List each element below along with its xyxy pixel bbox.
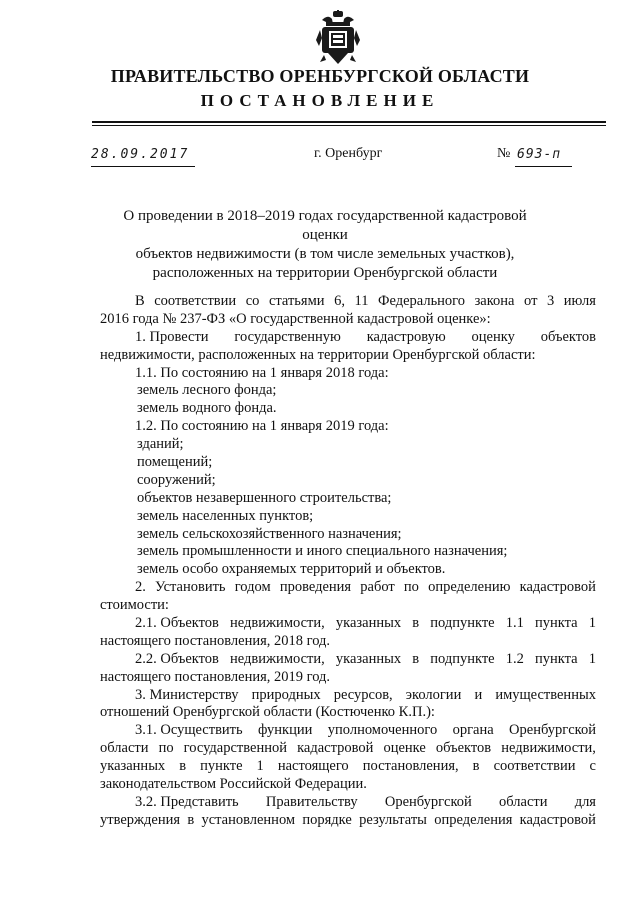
paragraph-3-1-line <box>100 722 596 740</box>
word: объектов <box>540 328 596 345</box>
number-value: 693-п <box>517 147 562 162</box>
list-item: объектов незавершенного строительства; <box>137 489 392 506</box>
paragraph-3-1-line <box>100 740 596 758</box>
word: пункте <box>200 758 243 775</box>
paragraph-2-2-line: настоящего постановления, 2019 год. <box>100 668 331 685</box>
header-rule-thin <box>92 125 606 126</box>
list-item: земель сельскохозяйственного назначения; <box>137 525 402 542</box>
word: 1 <box>256 758 264 775</box>
word: июля <box>563 293 596 309</box>
word: установленном <box>201 811 296 828</box>
header-rule-thick <box>92 121 606 123</box>
word: со <box>245 293 260 309</box>
paragraph-3-1-line <box>100 758 596 776</box>
word: экологии <box>405 686 462 703</box>
paragraph-3-line <box>100 687 596 705</box>
word: от <box>524 293 538 309</box>
subject-line: расположенных на территории Оренбургской области <box>152 265 498 281</box>
word: 1. Провести <box>135 328 209 345</box>
word: в <box>187 811 195 828</box>
word: уполномоченного <box>327 722 438 739</box>
list-item: земель промышленности и иного специального назначения; <box>137 543 508 560</box>
document-type: ПОСТАНОВЛЕНИЕ <box>200 91 440 110</box>
paragraph-1-2: 1.2. По состоянию на 1 января 2019 года: <box>135 418 389 435</box>
number-label: № <box>497 146 511 161</box>
word: постановления, <box>362 758 459 775</box>
word: 2.2. Объектов <box>135 650 219 667</box>
word: работ <box>360 579 395 596</box>
word: с <box>589 758 596 775</box>
word: подпункте <box>430 650 495 667</box>
word: 1 <box>588 650 596 667</box>
org-title: ПРАВИТЕЛЬСТВО ОРЕНБУРГСКОЙ ОБЛАСТИ <box>110 66 530 86</box>
paragraph-2-line: стоимости: <box>100 597 169 614</box>
word: 2. <box>135 579 146 596</box>
list-item: зданий; <box>137 436 184 453</box>
word: недвижимости, <box>230 650 325 667</box>
paragraph-2-2-line <box>100 651 596 669</box>
word: соответствии <box>154 293 237 309</box>
word: в <box>412 650 420 667</box>
coat-of-arms-icon <box>316 10 360 66</box>
paragraph-1-line <box>100 329 596 347</box>
paragraph-3-1-line: законодательством Российской Федерации. <box>100 776 367 793</box>
word: указанных <box>100 758 166 775</box>
word: 3 <box>547 293 555 309</box>
word: кадастровой <box>519 811 596 828</box>
word: для <box>574 793 596 810</box>
subject-line: О проведении в 2018–2019 годах государственной кадастровой оценки <box>123 208 527 243</box>
paragraph-2-1-line <box>100 615 596 633</box>
word: Правительству <box>265 793 358 810</box>
list-item: земель водного фонда. <box>137 400 277 417</box>
paragraph-intro-line: 2016 года № 237-ФЗ «О государственной кадастровой оценке»: <box>100 310 491 327</box>
word: Федерального <box>378 293 466 309</box>
word: области <box>100 740 149 757</box>
word: определению <box>428 579 511 596</box>
word: порядке <box>302 811 352 828</box>
word: кадастровой <box>297 740 374 757</box>
word: 1.1 <box>505 615 524 632</box>
word: Оренбургской <box>509 722 596 739</box>
word: 3.1. Осуществить <box>135 722 243 739</box>
word: 11 <box>354 293 369 309</box>
list-item: земель лесного фонда; <box>137 382 277 399</box>
word: соответствии <box>493 758 576 775</box>
list-item: земель особо охраняемых территорий и объектов. <box>137 561 446 578</box>
word: недвижимости, <box>501 740 596 757</box>
word: по <box>158 740 174 757</box>
word: пункта <box>535 650 578 667</box>
word: и <box>474 686 483 703</box>
word: указанных <box>335 650 402 667</box>
word: закона <box>474 293 515 309</box>
word: государственной <box>183 740 287 757</box>
word: кадастровой <box>519 579 596 596</box>
word: 1.2 <box>505 650 524 667</box>
word: годом <box>234 579 271 596</box>
date-value: 28.09.2017 <box>91 147 190 162</box>
word: области <box>499 793 548 810</box>
word: Установить <box>155 579 226 596</box>
word: ресурсов, <box>333 686 393 703</box>
word: результаты <box>359 811 427 828</box>
subject-line: объектов недвижимости (в том числе земельных участков), <box>135 246 515 262</box>
document-body <box>100 293 596 830</box>
word: 1 <box>588 615 596 632</box>
word: кадастровую <box>366 328 446 345</box>
word: проведения <box>279 579 352 596</box>
list-item: земель населенных пунктов; <box>137 507 314 524</box>
word: природных <box>251 686 321 703</box>
word: Оренбургской <box>384 793 472 810</box>
number-field <box>515 145 572 167</box>
word: оценку <box>471 328 515 345</box>
word: определения <box>434 811 513 828</box>
word: функции <box>258 722 313 739</box>
word: утверждения <box>100 811 181 828</box>
word: объектов <box>435 740 492 757</box>
word: оценке <box>383 740 426 757</box>
city: г. Оренбург <box>314 146 383 161</box>
document-subject <box>100 207 550 283</box>
paragraph-1-line: недвижимости, расположенных на территории Оренбургской области: <box>100 346 536 363</box>
word: 3.2. Представить <box>135 793 239 810</box>
word: в <box>412 615 420 632</box>
word: по <box>403 579 419 596</box>
word: подпункте <box>430 615 495 632</box>
word: недвижимости, <box>230 615 325 632</box>
paragraph-3-2-line <box>100 794 596 812</box>
paragraph-intro-line <box>100 293 596 311</box>
list-item: помещений; <box>137 454 213 471</box>
list-item: сооружений; <box>137 471 216 488</box>
paragraph-3-2-line <box>100 812 596 830</box>
word: 2.1. Объектов <box>135 615 219 632</box>
word: 3. Министерству <box>135 686 239 703</box>
word: указанных <box>335 615 402 632</box>
word: в <box>179 758 187 775</box>
word: государственную <box>234 328 341 345</box>
word: пункта <box>535 615 578 632</box>
word: В <box>135 293 145 309</box>
word: в <box>472 758 480 775</box>
paragraph-3-line: отношений Оренбургской области (Костюченко К.П.): <box>100 704 435 721</box>
word: имущественных <box>495 686 596 703</box>
paragraph-1-1: 1.1. По состоянию на 1 января 2018 года: <box>135 364 389 381</box>
word: настоящего <box>277 758 349 775</box>
date-field <box>91 145 195 167</box>
paragraph-2-1-line: настоящего постановления, 2018 год. <box>100 632 331 649</box>
word: статьями <box>268 293 325 309</box>
word: органа <box>452 722 494 739</box>
paragraph-2-line <box>100 579 596 597</box>
word: 6, <box>334 293 345 309</box>
